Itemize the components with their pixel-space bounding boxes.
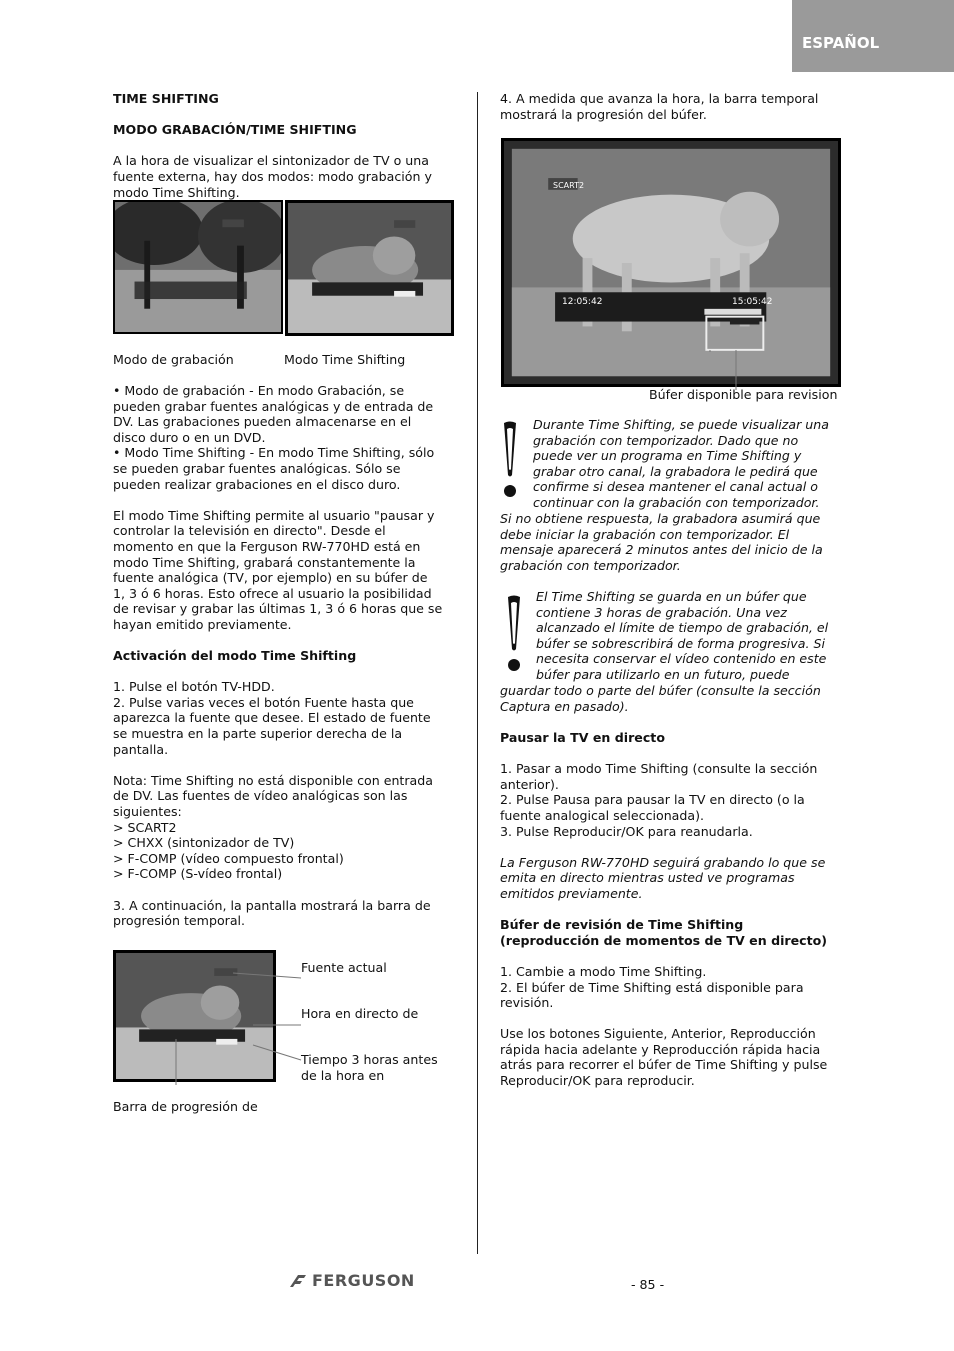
left-column (113, 91, 455, 200)
buffer-progress-image (501, 138, 841, 387)
page-number: - 85 - (631, 1277, 665, 1292)
source-note: Nota: Time Shifting no está disponible con entrada de DV. Las fuentes de vídeo analógicas son las siguientes: > SCART2 > CHXX (sintonizador de TV) > F-COMP (vídeo compuesto frontal) > F-COMP (S-vídeo frontal) (113, 772, 433, 882)
pause-steps: 1. Pasar a modo Time Shifting (consulte la sección anterior). 2. Pulse Pausa para pausar la TV en directo (o la fuente analogical seleccionada). 3. Pulse Reproducir/OK para reanudarla. (500, 761, 818, 839)
right-column-body (500, 730, 842, 1089)
pause-heading: Pausar la TV en directo (500, 730, 665, 745)
osd-time-end: 15:05:42 (732, 297, 773, 307)
language-tab (792, 0, 954, 72)
ferguson-logo (288, 1271, 415, 1291)
buffer-caption: Búfer disponible para revision (649, 387, 838, 402)
warning-1-text: Durante Time Shifting, se puede visualizar una grabación con temporizador. Dado que no puede ver un programa en Time Shifting y grabar otro canal, la grabadora le pedirá que confirme si desea mantener el canal actual o continuar con la grabación con temporizador. (533, 417, 829, 510)
warning-1-continued: Si no obtiene respuesta, la grabadora asumirá que debe iniciar la grabación con temporizador. El mensaje aparecerá 2 minutos antes del inicio de la grabación con temporizador. (500, 511, 823, 573)
osd-time-start: 12:05:42 (562, 297, 603, 307)
ferguson-logo-icon (288, 1273, 308, 1289)
buffer-heading: Búfer de revisión de Time Shifting (reproducción de momentos de TV en directo) (500, 917, 828, 948)
exclamation-icon (500, 421, 520, 499)
annotation-3-hours: Tiempo 3 horas antes de la hora en (301, 1052, 438, 1083)
warning-2-text: El Time Shifting se guarda en un búfer que contiene 3 horas de grabación. Una vez alcanzado el límite de tiempo de grabación, el búfer se sobrescribirá de forma progresiva. Si necesita conservar el vídeo contenido en este búfer para utilizarlo en un futuro, puede (536, 589, 829, 682)
language-label: ESPAÑOL (802, 34, 880, 53)
step-4: 4. A medida que avanza la hora, la barra temporal mostrará la progresión del búfer. (500, 91, 819, 122)
buffer-paragraph: Use los botones Siguiente, Anterior, Reproducción rápida hacia adelante y Reproducción rápida hacia atrás para recorrer el búfer de Time Shifting y pulse Reproducir/OK para reproducir. (500, 1026, 828, 1089)
annotation-live-time: Hora en directo de (301, 1006, 419, 1021)
left-column-body (113, 383, 455, 929)
section-title: TIME SHIFTING (113, 91, 219, 106)
brand-wordmark: FERGUSON (312, 1271, 415, 1291)
time-shifting-mode-image (285, 200, 454, 336)
warning-2-continued: guardar todo o parte del búfer (consulte la sección Captura en pasado). (500, 683, 821, 714)
recording-mode-caption: Modo de grabación (113, 352, 234, 367)
annotation-lines (113, 955, 308, 1090)
activation-heading: Activación del modo Time Shifting (113, 648, 357, 664)
annotation-current-source: Fuente actual (301, 960, 387, 975)
pause-live-paragraph: El modo Time Shifting permite al usuario "pausar y controlar la televisión en directo". Desde el momento en que la Ferguson RW-770HD está en modo Time Shifting, grabará constantemente la fuente analógica (TV, por ejemplo) en su búfer de 1, 3 ó 6 horas. Esto ofrece al usuario la posibilidad de revisar y grabar las últimas 1, 3 ó 6 horas que se hayan emitido previamente. (113, 507, 443, 632)
buffer-callout-lines (700, 350, 770, 390)
mode-bullets: • Modo de grabación - En modo Grabación, se pueden grabar fuentes analógicas y de entrada de DV. Las grabaciones pueden almacenarse en el disco duro o en un DVD. • Modo Time Shifting - En modo Time Shifting, sólo se pueden grabar fuentes analógicas. Sólo se pueden realizar grabaciones en el disco duro. (113, 383, 435, 492)
intro-paragraph: A la hora de visualizar el sintonizador de TV o una fuente externa, hay dos modos: modo grabación y modo Time Shifting. (113, 153, 432, 200)
step-3: 3. A continuación, la pantalla mostrará la barra de progresión temporal. (113, 897, 431, 929)
buffer-steps: 1. Cambie a modo Time Shifting. 2. El búfer de Time Shifting está disponible para revisión. (500, 963, 804, 1011)
exclamation-icon (504, 595, 524, 673)
activation-steps: 1. Pulse el botón TV-HDD. 2. Pulse varias veces el botón Fuente hasta que aparezca la fuente que desee. El estado de fuente se muestra en la parte superior derecha de la pantalla. (113, 679, 431, 757)
osd-source: SCART2 (553, 181, 585, 190)
column-divider (477, 92, 478, 1254)
annotation-progress-bar: Barra de progresión de (113, 1099, 258, 1114)
subsection-title: MODO GRABACIÓN/TIME SHIFTING (113, 122, 357, 138)
pause-note: La Ferguson RW-770HD seguirá grabando lo que se emita en directo mientras usted ve programas emitidos previamente. (500, 854, 826, 901)
recording-mode-image (113, 200, 283, 334)
time-shifting-caption: Modo Time Shifting (284, 352, 406, 367)
right-step-4 (500, 91, 842, 122)
